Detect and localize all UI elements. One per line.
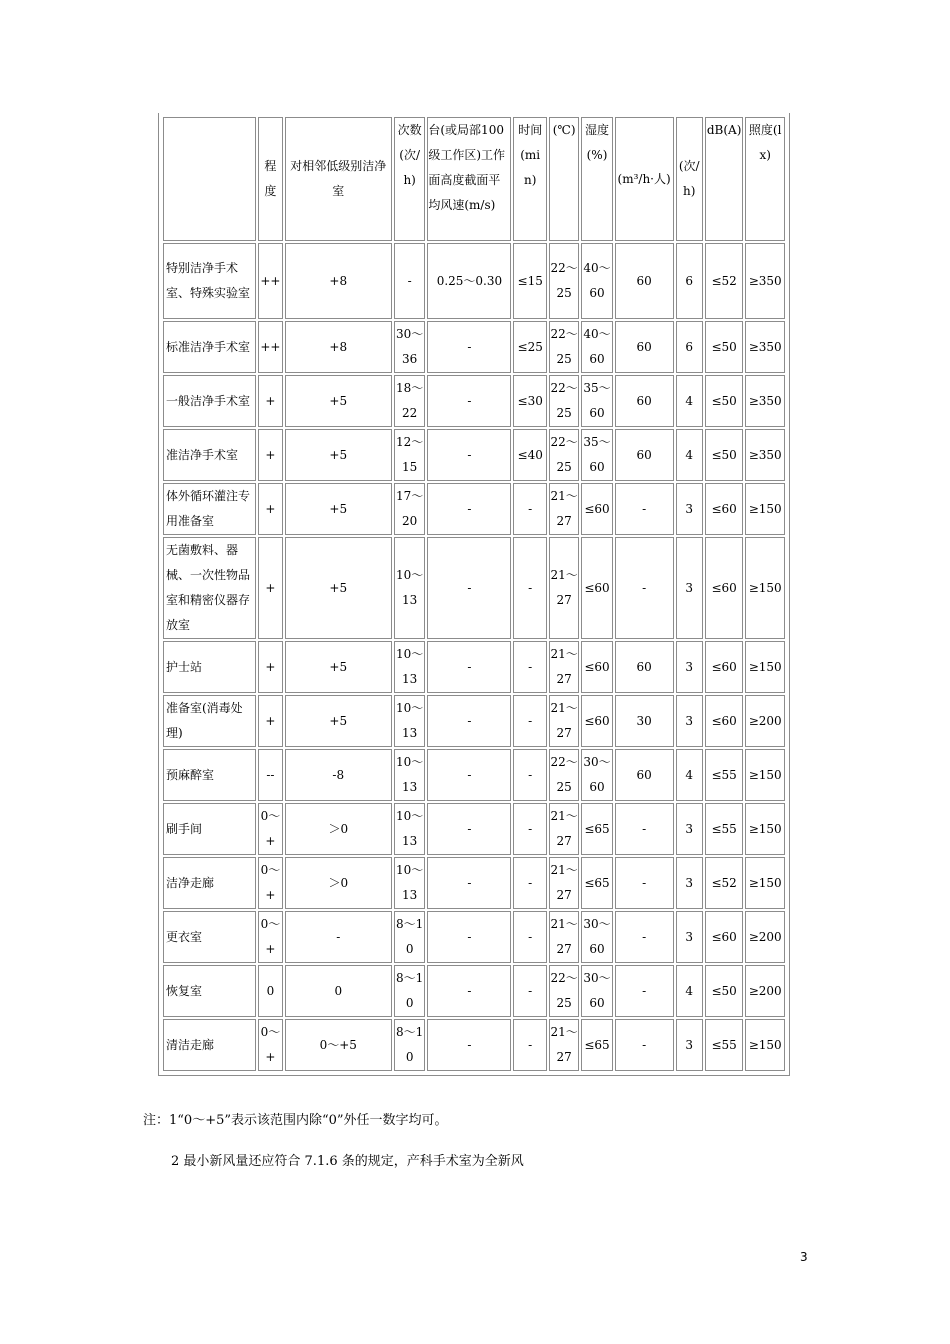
- table-cell: +: [258, 641, 282, 693]
- room-name-cell: 恢复室: [163, 965, 256, 1017]
- table-cell: +: [258, 483, 282, 535]
- table-cell: 4: [676, 375, 703, 427]
- table-cell: 3: [676, 803, 703, 855]
- table-cell: ≤40: [513, 429, 546, 481]
- table-row: [163, 695, 785, 747]
- table-cell: +8: [285, 243, 392, 319]
- table-cell: +5: [285, 537, 392, 639]
- table-cell: 3: [676, 537, 703, 639]
- table-cell: -: [427, 321, 511, 373]
- table-cell: 10～13: [394, 537, 425, 639]
- table-cell: 21～27: [549, 1019, 579, 1071]
- table-cell: 3: [676, 857, 703, 909]
- page-number: 3: [800, 1250, 808, 1264]
- table-row: [163, 375, 785, 427]
- table-cell: -: [513, 695, 546, 747]
- table-cell: ≤15: [513, 243, 546, 319]
- room-name-cell: 清洁走廊: [163, 1019, 256, 1071]
- header-cell: (次/h): [676, 117, 703, 241]
- header-cell: dB(A): [705, 117, 744, 241]
- table-cell: 0～+: [258, 1019, 282, 1071]
- table-row: [163, 1019, 785, 1071]
- table-cell: 0～+: [258, 857, 282, 909]
- table-cell: 17～20: [394, 483, 425, 535]
- table-cell: +8: [285, 321, 392, 373]
- table-cell: 4: [676, 429, 703, 481]
- table-cell: 30～36: [394, 321, 425, 373]
- table-cell: -: [513, 749, 546, 801]
- table-cell: 60: [615, 375, 674, 427]
- table-cell: ≤55: [705, 803, 744, 855]
- table-cell: 10～13: [394, 857, 425, 909]
- table-cell: ≥350: [745, 243, 785, 319]
- table-cell: +5: [285, 483, 392, 535]
- table-cell: 22～25: [549, 429, 579, 481]
- table-cell: ≥350: [745, 375, 785, 427]
- table-cell: ≤52: [705, 243, 744, 319]
- header-cell: 时间(min): [513, 117, 546, 241]
- table-cell: ≤60: [705, 537, 744, 639]
- table-cell: 21～27: [549, 695, 579, 747]
- table-cell: ≤60: [705, 641, 744, 693]
- table-cell: 60: [615, 243, 674, 319]
- table-cell: -: [513, 537, 546, 639]
- table-cell: ++: [258, 321, 282, 373]
- room-name-cell: 准洁净手术室: [163, 429, 256, 481]
- table-cell: ≥200: [745, 965, 785, 1017]
- header-cell: (℃): [549, 117, 579, 241]
- cleanroom-spec-table: [161, 115, 787, 1073]
- header-cell: 对相邻低级别洁净室: [285, 117, 392, 241]
- table-cell: -: [427, 1019, 511, 1071]
- table-cell: 22～25: [549, 749, 579, 801]
- table-cell: 18～22: [394, 375, 425, 427]
- table-cell: 22～25: [549, 321, 579, 373]
- table-cell: ≥200: [745, 695, 785, 747]
- table-cell: +: [258, 695, 282, 747]
- room-name-cell: 护士站: [163, 641, 256, 693]
- table-cell: -: [427, 429, 511, 481]
- table-cell: -: [427, 911, 511, 963]
- table-cell: 6: [676, 243, 703, 319]
- table-cell: -: [615, 1019, 674, 1071]
- table-row: [163, 429, 785, 481]
- table-row: [163, 483, 785, 535]
- room-name-cell: 无菌敷料、器械、一次性物品室和精密仪器存放室: [163, 537, 256, 639]
- table-cell: 3: [676, 483, 703, 535]
- table-cell: ≥200: [745, 911, 785, 963]
- table-cell: ≤50: [705, 321, 744, 373]
- table-cell: ≥350: [745, 321, 785, 373]
- table-cell: 22～25: [549, 965, 579, 1017]
- table-cell: 35～60: [581, 429, 612, 481]
- table-cell: 8～10: [394, 965, 425, 1017]
- table-cell: 8～10: [394, 1019, 425, 1071]
- table-cell: ≤60: [581, 641, 612, 693]
- table-cell: -: [615, 857, 674, 909]
- table-row: [163, 911, 785, 963]
- table-cell: 30～60: [581, 749, 612, 801]
- header-cell: 照度(lx): [745, 117, 785, 241]
- table-cell: 8～10: [394, 911, 425, 963]
- table-cell: +: [258, 429, 282, 481]
- table-row: [163, 641, 785, 693]
- table-cell: -: [394, 243, 425, 319]
- table-cell: 3: [676, 641, 703, 693]
- table-cell: -: [285, 911, 392, 963]
- table-cell: 40～60: [581, 321, 612, 373]
- table-cell: ≥150: [745, 857, 785, 909]
- table-cell: -: [427, 749, 511, 801]
- table-cell: ≥150: [745, 803, 785, 855]
- note-2: 2 最小新风量还应符合 7.1.6 条的规定，产科手术室为全新风: [171, 1154, 524, 1169]
- table-cell: ≥150: [745, 1019, 785, 1071]
- table-cell: 6: [676, 321, 703, 373]
- table-row: [163, 965, 785, 1017]
- table-cell: 30～60: [581, 911, 612, 963]
- table-cell: 4: [676, 749, 703, 801]
- table-cell: 35～60: [581, 375, 612, 427]
- table-cell: ≥150: [745, 641, 785, 693]
- table-cell: ≤55: [705, 1019, 744, 1071]
- table-cell: ≤52: [705, 857, 744, 909]
- note-1: 注：1“0～+5”表示该范围内除“0”外任一数字均可。: [143, 1113, 448, 1128]
- header-cell: (m³/h·人): [615, 117, 674, 241]
- table-cell: ≤50: [705, 375, 744, 427]
- room-name-cell: 预麻醉室: [163, 749, 256, 801]
- table-cell: -: [615, 965, 674, 1017]
- table-cell: 21～27: [549, 537, 579, 639]
- header-cell: 次数(次/h): [394, 117, 425, 241]
- table-cell: ++: [258, 243, 282, 319]
- table-cell: -: [513, 803, 546, 855]
- table-header-row: [163, 117, 785, 241]
- table-cell: 60: [615, 641, 674, 693]
- header-cell: 台(或局部100级工作区)工作面高度截面平均风速(m/s): [427, 117, 511, 241]
- table-cell: 21～27: [549, 641, 579, 693]
- table-cell: -8: [285, 749, 392, 801]
- table-cell: ≤60: [581, 483, 612, 535]
- table-cell: 30: [615, 695, 674, 747]
- table-cell: -: [513, 857, 546, 909]
- table-row: [163, 321, 785, 373]
- table-cell: ≤65: [581, 1019, 612, 1071]
- table-cell: ≥350: [745, 429, 785, 481]
- table-cell: 0.25～0.30: [427, 243, 511, 319]
- table-cell: 60: [615, 429, 674, 481]
- table-cell: 10～13: [394, 749, 425, 801]
- table-cell: ≥150: [745, 483, 785, 535]
- room-name-cell: 标准洁净手术室: [163, 321, 256, 373]
- table-cell: 4: [676, 965, 703, 1017]
- table-cell: ≤55: [705, 749, 744, 801]
- header-cell: [163, 117, 256, 241]
- table-cell: ＞0: [285, 803, 392, 855]
- table-cell: -: [513, 911, 546, 963]
- table-row: [163, 749, 785, 801]
- table-cell: -: [427, 803, 511, 855]
- table-cell: 60: [615, 749, 674, 801]
- header-cell: 程度: [258, 117, 282, 241]
- table-cell: 22～25: [549, 375, 579, 427]
- table-cell: ≤65: [581, 803, 612, 855]
- table-cell: 0～+5: [285, 1019, 392, 1071]
- table-cell: -: [513, 641, 546, 693]
- table-cell: ≤60: [705, 483, 744, 535]
- room-name-cell: 更衣室: [163, 911, 256, 963]
- header-cell: 湿度(%): [581, 117, 612, 241]
- table-cell: -: [427, 375, 511, 427]
- table-cell: 10～13: [394, 803, 425, 855]
- table-cell: 0: [258, 965, 282, 1017]
- table-cell: 21～27: [549, 803, 579, 855]
- table-cell: ≤50: [705, 429, 744, 481]
- table-cell: -: [427, 537, 511, 639]
- table-cell: 0～+: [258, 803, 282, 855]
- table-cell: 21～27: [549, 483, 579, 535]
- table-cell: ≤60: [581, 695, 612, 747]
- table-cell: +5: [285, 375, 392, 427]
- table-cell: -: [513, 1019, 546, 1071]
- table-cell: -: [427, 483, 511, 535]
- table-cell: +5: [285, 641, 392, 693]
- table-cell: 22～25: [549, 243, 579, 319]
- table-cell: ≤60: [705, 695, 744, 747]
- table-cell: 60: [615, 321, 674, 373]
- spec-table-frame: [158, 113, 790, 1076]
- table-cell: -: [427, 857, 511, 909]
- table-cell: -: [427, 965, 511, 1017]
- table-cell: -: [513, 483, 546, 535]
- table-row: [163, 243, 785, 319]
- table-cell: ≤25: [513, 321, 546, 373]
- table-cell: 3: [676, 911, 703, 963]
- table-cell: 3: [676, 695, 703, 747]
- table-cell: ≤30: [513, 375, 546, 427]
- table-cell: ≤65: [581, 857, 612, 909]
- room-name-cell: 准备室(消毒处理): [163, 695, 256, 747]
- room-name-cell: 特别洁净手术室、特殊实验室: [163, 243, 256, 319]
- room-name-cell: 一般洁净手术室: [163, 375, 256, 427]
- table-cell: +: [258, 537, 282, 639]
- room-name-cell: 体外循环灌注专用准备室: [163, 483, 256, 535]
- room-name-cell: 刷手间: [163, 803, 256, 855]
- table-cell: +: [258, 375, 282, 427]
- table-cell: ≤50: [705, 965, 744, 1017]
- table-cell: 0: [285, 965, 392, 1017]
- table-cell: 30～60: [581, 965, 612, 1017]
- table-cell: -: [513, 965, 546, 1017]
- table-cell: 21～27: [549, 911, 579, 963]
- table-cell: 12～15: [394, 429, 425, 481]
- table-cell: ＞0: [285, 857, 392, 909]
- table-cell: ≤60: [705, 911, 744, 963]
- table-cell: -: [615, 483, 674, 535]
- table-cell: -: [615, 803, 674, 855]
- table-cell: 3: [676, 1019, 703, 1071]
- table-cell: +5: [285, 695, 392, 747]
- table-cell: -: [615, 911, 674, 963]
- table-cell: -: [615, 537, 674, 639]
- table-row: [163, 803, 785, 855]
- table-cell: 0～+: [258, 911, 282, 963]
- table-cell: ≥150: [745, 537, 785, 639]
- table-cell: 40～60: [581, 243, 612, 319]
- table-cell: -: [427, 641, 511, 693]
- table-cell: ≤60: [581, 537, 612, 639]
- table-row: [163, 537, 785, 639]
- room-name-cell: 洁净走廊: [163, 857, 256, 909]
- table-cell: ≥150: [745, 749, 785, 801]
- table-cell: 21～27: [549, 857, 579, 909]
- table-row: [163, 857, 785, 909]
- table-cell: -: [427, 695, 511, 747]
- table-cell: +5: [285, 429, 392, 481]
- table-cell: 10～13: [394, 695, 425, 747]
- table-cell: 10～13: [394, 641, 425, 693]
- table-cell: --: [258, 749, 282, 801]
